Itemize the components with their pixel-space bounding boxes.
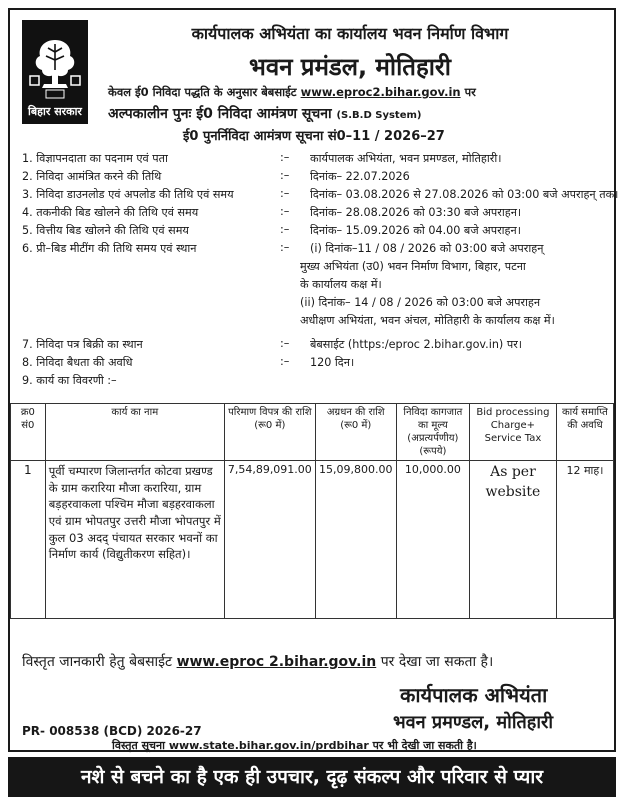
info-sep: :– xyxy=(280,151,290,164)
portal-line xyxy=(108,85,578,100)
info-sep: :– xyxy=(280,241,290,254)
col-header-amount: परिमाण विपत्र की राशि (रू0 में) xyxy=(224,404,315,461)
col-header-sn: क्र0 सं0 xyxy=(11,404,46,461)
notice-title xyxy=(108,104,588,123)
pr-number: PR- 008538 (BCD) 2026-27 xyxy=(22,724,202,738)
details-suffix: पर देखा जा सकता है। xyxy=(380,654,494,670)
signatory-title: कार्यपालक अभियंता xyxy=(400,683,548,707)
col-header-name: कार्य का नाम xyxy=(45,404,224,461)
portal-line-prefix: केवल ई0 निविदा पद्धति के अनुसार बेबसाईट xyxy=(108,85,297,99)
col-header-fee: निविदा कागजात का मूल्य (अप्रत्यर्पणीय) (रूपये) xyxy=(396,404,469,461)
notice-number: ई0 पुनर्निविदा आमंत्रण सूचना सं0–11 / 2026–27 xyxy=(183,129,445,144)
prebid-detail: अधीक्षण अभियंता, भवन अंचल, मोतिहारी के कार्यालय कक्ष में। xyxy=(300,314,555,327)
info-label: 3. निविदा डाउनलोड एवं अपलोड की तिथि एवं समय xyxy=(22,188,234,201)
info-sep: :– xyxy=(280,205,290,218)
info-value: बेबसाईट (https:/eproc 2.bihar.gov.in) पर। xyxy=(310,338,523,351)
cell-amount: 7,54,89,091.00 xyxy=(224,461,315,619)
info-value: 120 दिन। xyxy=(310,356,355,369)
prebid-detail: मुख्य अभियंता (उ0) भवन निर्माण विभाग, बिहार, पटना xyxy=(300,260,526,273)
col-header-bid: Bid processing Charge+ Service Tax xyxy=(470,404,557,461)
table-header-row xyxy=(11,404,614,461)
info-sep: :– xyxy=(280,355,290,368)
info-sep: :– xyxy=(280,223,290,236)
cell-fee: 10,000.00 xyxy=(396,461,469,619)
more-info-line: विस्तृत सूचना www.state.bihar.gov.in/prdbihar पर भी देखी जा सकती है। xyxy=(112,739,477,752)
info-label: 6. प्री–बिड मीटींग की तिथि समय एवं स्थान xyxy=(22,242,197,255)
portal-line-suffix: पर xyxy=(464,85,476,99)
info-label: 1. विज्ञापनदाता का पदनाम एवं पता xyxy=(22,152,168,165)
col-header-deposit: अग्रधन की राशि (रू0 में) xyxy=(315,404,396,461)
works-table xyxy=(10,403,614,619)
cell-bid-charge: As per website xyxy=(470,461,557,619)
info-value: दिनांक– 22.07.2026 xyxy=(310,170,410,183)
prebid-detail: के कार्यालय कक्ष में। xyxy=(300,278,382,291)
info-label: 5. वित्तीय बिड खोलने की तिथि एवं समय xyxy=(22,224,189,237)
info-label: 2. निविदा आमंत्रित करने की तिथि xyxy=(22,170,162,183)
col-header-time: कार्य समाप्ति की अवधि xyxy=(556,404,613,461)
bodhi-tree-emblem-icon xyxy=(24,22,86,106)
details-prefix: विस्तृत जानकारी हेतु बेबसाईट xyxy=(22,654,173,670)
details-line xyxy=(22,652,493,671)
portal-url-link[interactable]: www.eproc2.bihar.gov.in xyxy=(300,85,461,99)
cell-sn: 1 xyxy=(11,461,46,619)
cell-work-name: पूर्वी चम्पारण जिलान्तर्गत कोटवा प्रखण्ड के ग्राम करारिया मौजा करारिया, ग्राम बड़हरवाकला पश्चिम मौजा बड़हरवाकला एवं ग्राम भोपतपुर उत्तरी मौजा भोपतपुर में कुल 03 अदद् पंचायत सरकार भवनों का निर्माण कार्य (विद्युतीकरण सहित)। xyxy=(45,461,224,619)
info-value: दिनांक– 03.08.2026 से 27.08.2026 को 03:00 बजे अपराहन् तक। xyxy=(310,188,619,201)
division-title: भवन प्रमंडल, मोतिहारी xyxy=(249,53,451,81)
logo-caption: बिहार सरकार xyxy=(28,105,82,118)
details-url-link[interactable]: www.eproc 2.bihar.gov.in xyxy=(176,654,377,670)
cell-deposit: 15,09,800.00 xyxy=(315,461,396,619)
info-value: दिनांक– 15.09.2026 को 04.00 बजे अपराहन। xyxy=(310,224,521,237)
office-title: कार्यपालक अभियंता का कार्यालय भवन निर्माण विभाग xyxy=(191,24,509,43)
bihar-govt-logo xyxy=(22,20,88,124)
info-value: कार्यपालक अभियंता, भवन प्रमण्डल, मोतिहारी। xyxy=(310,152,502,165)
notice-system: (S.B.D System) xyxy=(336,110,422,121)
info-sep: :– xyxy=(280,337,290,350)
notice-title-text: अल्पकालीन पुनः ई0 निविदा आमंत्रण सूचना xyxy=(108,106,332,122)
info-sep: :– xyxy=(280,187,290,200)
signatory-office: भवन प्रमण्डल, मोतिहारी xyxy=(393,712,554,733)
cell-completion-time: 12 माह। xyxy=(556,461,613,619)
prebid-detail: (ii) दिनांक– 14 / 08 / 2026 को 03:00 बजे अपराहन xyxy=(300,296,541,309)
info-label: 7. निविदा पत्र बिक्री का स्थान xyxy=(22,338,143,351)
info-value: दिनांक– 28.08.2026 को 03:30 बजे अपराहन। xyxy=(310,206,522,219)
info-value: (i) दिनांक–11 / 08 / 2026 को 03:00 बजे अपराहन् xyxy=(310,242,544,255)
info-label: 8. निविदा बैधता की अवधि xyxy=(22,356,133,369)
info-label: 9. कार्य का विवरणी :– xyxy=(22,374,117,387)
info-label: 4. तकनीकी बिड खोलने की तिथि एवं समय xyxy=(22,206,199,219)
awareness-banner: नशे से बचने का है एक ही उपचार, दृढ़ संकल्प और परिवार से प्यार xyxy=(8,757,616,797)
info-sep: :– xyxy=(280,169,290,182)
table-row xyxy=(11,461,614,619)
